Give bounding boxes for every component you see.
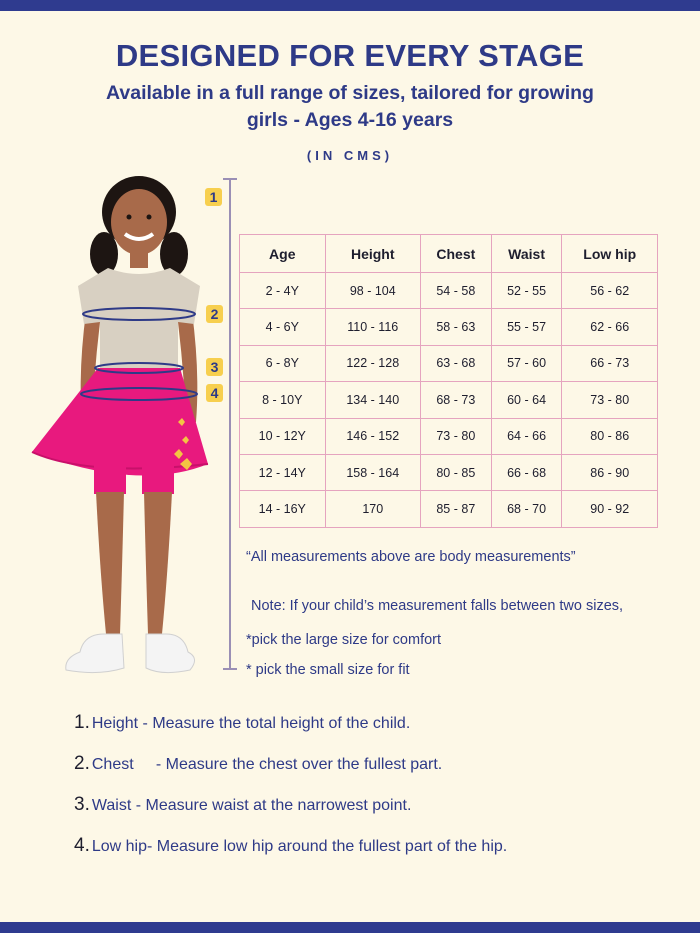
cell-age: 12 - 14Y [240, 454, 326, 490]
cell-low-hip: 66 - 73 [562, 345, 658, 381]
step-text: Height - Measure the total height of the child. [91, 715, 411, 732]
page-subtitle: Available in a full range of sizes, tailored for growing girls - Ages 4-16 years [106, 82, 594, 131]
cell-age: 10 - 12Y [240, 418, 326, 454]
list-item [74, 753, 674, 775]
top-border-bar [0, 0, 700, 11]
column-header-low-hip: Low hip [562, 235, 658, 273]
marker-badge-2: 2 [206, 305, 223, 323]
cell-chest: 54 - 58 [420, 273, 491, 309]
cell-age: 6 - 8Y [240, 345, 326, 381]
step-text: Low hip- Measure low hip around the fullest part of the hip. [91, 838, 508, 855]
cell-low-hip: 86 - 90 [562, 454, 658, 490]
cell-height: 122 - 128 [325, 345, 420, 381]
list-item [74, 712, 674, 734]
between-sizes-note: Note: If your child’s measurement falls between two sizes, [251, 598, 624, 614]
page-title: DESIGNED FOR EVERY STAGE [115, 38, 585, 73]
step-text: Chest - Measure the chest over the fullest part. [91, 756, 443, 773]
marker-badge-1: 1 [205, 188, 222, 206]
body-measurement-note: “All measurements above are body measurements” [246, 549, 576, 565]
cell-waist: 52 - 55 [491, 273, 562, 309]
cell-waist: 60 - 64 [491, 382, 562, 418]
cell-height: 110 - 116 [325, 309, 420, 345]
cell-waist: 64 - 66 [491, 418, 562, 454]
cell-age: 4 - 6Y [240, 309, 326, 345]
cell-waist: 68 - 70 [491, 491, 562, 527]
step-number: 3. [74, 794, 90, 815]
ruler-bottom-cap [223, 668, 237, 670]
marker-badge-3: 3 [206, 358, 223, 376]
bottom-border-bar [0, 922, 700, 933]
marker-badge-4: 4 [206, 384, 223, 402]
cell-chest: 80 - 85 [420, 454, 491, 490]
child-model-illustration [28, 172, 218, 682]
step-number: 2. [74, 753, 90, 774]
cell-low-hip: 56 - 62 [562, 273, 658, 309]
table-row [240, 345, 658, 381]
table-row [240, 382, 658, 418]
cell-chest: 73 - 80 [420, 418, 491, 454]
cell-waist: 57 - 60 [491, 345, 562, 381]
comfort-tip: *pick the large size for comfort [246, 632, 442, 648]
table-row [240, 454, 658, 490]
cell-chest: 85 - 87 [420, 491, 491, 527]
table-row [240, 491, 658, 527]
cell-height: 170 [325, 491, 420, 527]
cell-waist: 66 - 68 [491, 454, 562, 490]
cell-age: 8 - 10Y [240, 382, 326, 418]
cell-height: 158 - 164 [325, 454, 420, 490]
cell-height: 134 - 140 [325, 382, 420, 418]
cell-age: 14 - 16Y [240, 491, 326, 527]
cell-low-hip: 73 - 80 [562, 382, 658, 418]
cell-chest: 68 - 73 [420, 382, 491, 418]
height-ruler [229, 178, 231, 670]
table-row [240, 309, 658, 345]
cell-height: 98 - 104 [325, 273, 420, 309]
table-row [240, 273, 658, 309]
cell-chest: 63 - 68 [420, 345, 491, 381]
cell-chest: 58 - 63 [420, 309, 491, 345]
step-number: 4. [74, 835, 90, 856]
list-item [74, 794, 674, 816]
units-label: (IN CMS) [306, 148, 394, 163]
step-number: 1. [74, 712, 90, 733]
size-chart-table [239, 234, 658, 528]
list-item [74, 835, 674, 857]
step-text: Waist - Measure waist at the narrowest point. [91, 797, 412, 814]
fit-tip: * pick the small size for fit [246, 662, 410, 678]
cell-low-hip: 80 - 86 [562, 418, 658, 454]
cell-waist: 55 - 57 [491, 309, 562, 345]
table-header-row [240, 235, 658, 273]
cell-height: 146 - 152 [325, 418, 420, 454]
ruler-top-cap [223, 178, 237, 180]
cell-low-hip: 62 - 66 [562, 309, 658, 345]
column-header-chest: Chest [420, 235, 491, 273]
cell-age: 2 - 4Y [240, 273, 326, 309]
table-row [240, 418, 658, 454]
column-header-height: Height [325, 235, 420, 273]
cell-low-hip: 90 - 92 [562, 491, 658, 527]
column-header-age: Age [240, 235, 326, 273]
column-header-waist: Waist [491, 235, 562, 273]
